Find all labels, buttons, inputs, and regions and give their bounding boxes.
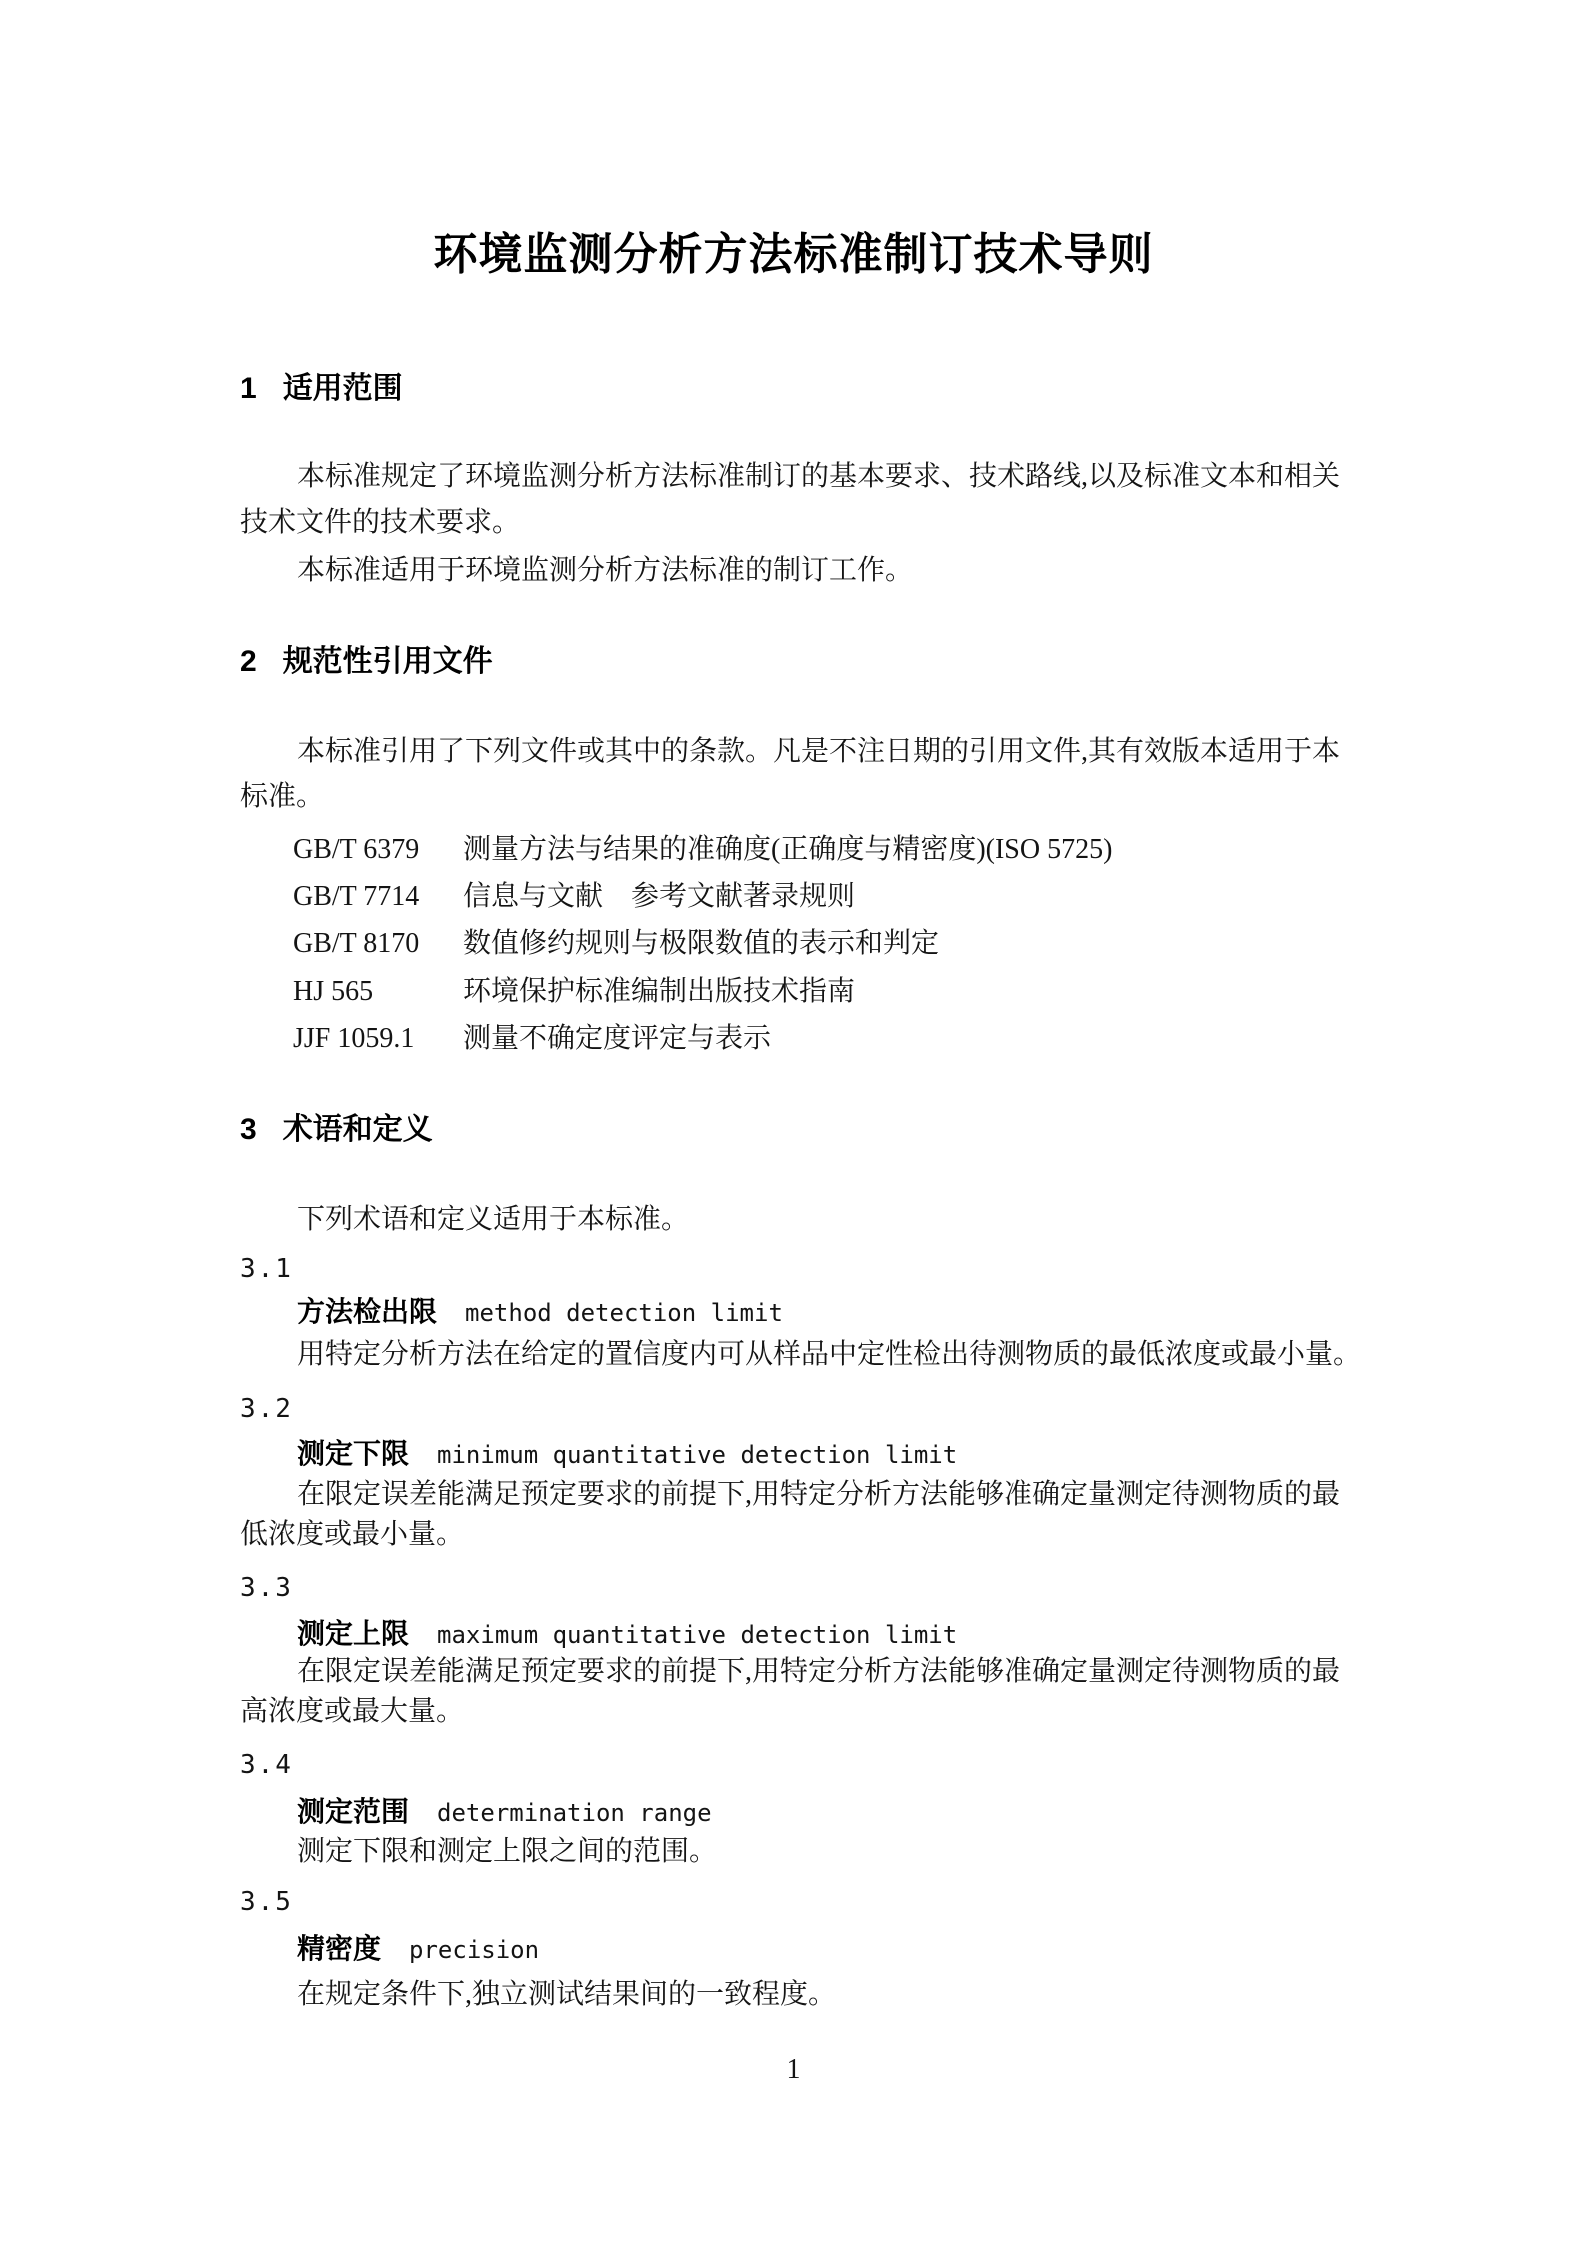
term-definition-line: 测定下限和测定上限之间的范围。 bbox=[297, 1836, 718, 1867]
section-3-heading bbox=[240, 1115, 433, 1145]
term-definition-line: 高浓度或最大量。 bbox=[240, 1696, 465, 1727]
reference-code: HJ 565 bbox=[293, 976, 374, 1007]
term-heading bbox=[297, 1935, 539, 1964]
section-3-intro: 下列术语和定义适用于本标准。 bbox=[297, 1204, 690, 1235]
reference-title: 信息与文献 参考文献著录规则 bbox=[463, 881, 856, 912]
term-heading bbox=[297, 1440, 957, 1469]
section-2-intro-line: 标准。 bbox=[240, 781, 325, 812]
reference-title: 测量不确定度评定与表示 bbox=[463, 1023, 772, 1054]
term-zh: 测定范围 bbox=[297, 1796, 410, 1827]
clause-number: 3.2 bbox=[240, 1394, 293, 1424]
section-2-heading bbox=[240, 647, 493, 677]
term-heading bbox=[297, 1620, 957, 1649]
term-definition-line: 在规定条件下,独立测试结果间的一致程度。 bbox=[297, 1979, 837, 2010]
clause-number: 3.4 bbox=[240, 1750, 293, 1780]
term-en: minimum quantitative detection limit bbox=[437, 1441, 958, 1469]
reference-item bbox=[293, 836, 1112, 864]
term-en: precision bbox=[409, 1936, 540, 1964]
section-2-intro-line: 本标准引用了下列文件或其中的条款。凡是不注日期的引用文件,其有效版本适用于本 bbox=[297, 736, 1341, 767]
section-1-paragraph-line: 技术文件的技术要求。 bbox=[240, 507, 521, 538]
section-1-heading bbox=[240, 374, 403, 404]
term-definition-line: 在限定误差能满足预定要求的前提下,用特定分析方法能够准确定量测定待测物质的最 bbox=[297, 1479, 1341, 1510]
term-definition-line: 在限定误差能满足预定要求的前提下,用特定分析方法能够准确定量测定待测物质的最 bbox=[297, 1656, 1341, 1687]
term-en: maximum quantitative detection limit bbox=[437, 1621, 958, 1649]
reference-code: GB/T 6379 bbox=[293, 834, 420, 865]
document-title: 环境监测分析方法标准制订技术导则 bbox=[433, 230, 1154, 279]
clause-number: 3.5 bbox=[240, 1887, 293, 1917]
term-definition-line: 用特定分析方法在给定的置信度内可从样品中定性检出待测物质的最低浓度或最小量。 bbox=[297, 1339, 1362, 1370]
clause-number: 3.3 bbox=[240, 1573, 293, 1603]
section-1-paragraph-line: 本标准规定了环境监测分析方法标准制订的基本要求、技术路线,以及标准文本和相关 bbox=[297, 461, 1341, 492]
section-2-number: 2 bbox=[240, 645, 257, 678]
section-1-title: 适用范围 bbox=[282, 372, 403, 405]
reference-item bbox=[293, 978, 855, 1006]
reference-item bbox=[293, 1025, 771, 1053]
term-en: method detection limit bbox=[465, 1299, 783, 1327]
reference-title: 测量方法与结果的准确度(正确度与精密度)(ISO 5725) bbox=[463, 834, 1113, 865]
section-3-number: 3 bbox=[240, 1113, 257, 1146]
term-en: determination range bbox=[437, 1799, 712, 1827]
term-zh: 精密度 bbox=[297, 1933, 382, 1964]
reference-item bbox=[293, 883, 855, 911]
section-3-title: 术语和定义 bbox=[282, 1113, 433, 1146]
reference-item bbox=[293, 930, 939, 958]
reference-code: JJF 1059.1 bbox=[293, 1023, 415, 1054]
reference-title: 环境保护标准编制出版技术指南 bbox=[463, 976, 856, 1007]
term-heading bbox=[297, 1798, 712, 1827]
section-1-number: 1 bbox=[240, 372, 257, 405]
term-zh: 测定上限 bbox=[297, 1618, 410, 1649]
clause-number: 3.1 bbox=[240, 1254, 293, 1284]
section-1-paragraph-line: 本标准适用于环境监测分析方法标准的制订工作。 bbox=[297, 555, 914, 586]
reference-title: 数值修约规则与极限数值的表示和判定 bbox=[463, 928, 940, 959]
reference-code: GB/T 7714 bbox=[293, 881, 420, 912]
page-number: 1 bbox=[786, 2054, 801, 2085]
section-2-title: 规范性引用文件 bbox=[282, 645, 493, 678]
term-zh: 测定下限 bbox=[297, 1438, 410, 1469]
reference-code: GB/T 8170 bbox=[293, 928, 420, 959]
term-zh: 方法检出限 bbox=[297, 1296, 438, 1327]
term-definition-line: 低浓度或最小量。 bbox=[240, 1519, 465, 1550]
term-heading bbox=[297, 1298, 783, 1327]
